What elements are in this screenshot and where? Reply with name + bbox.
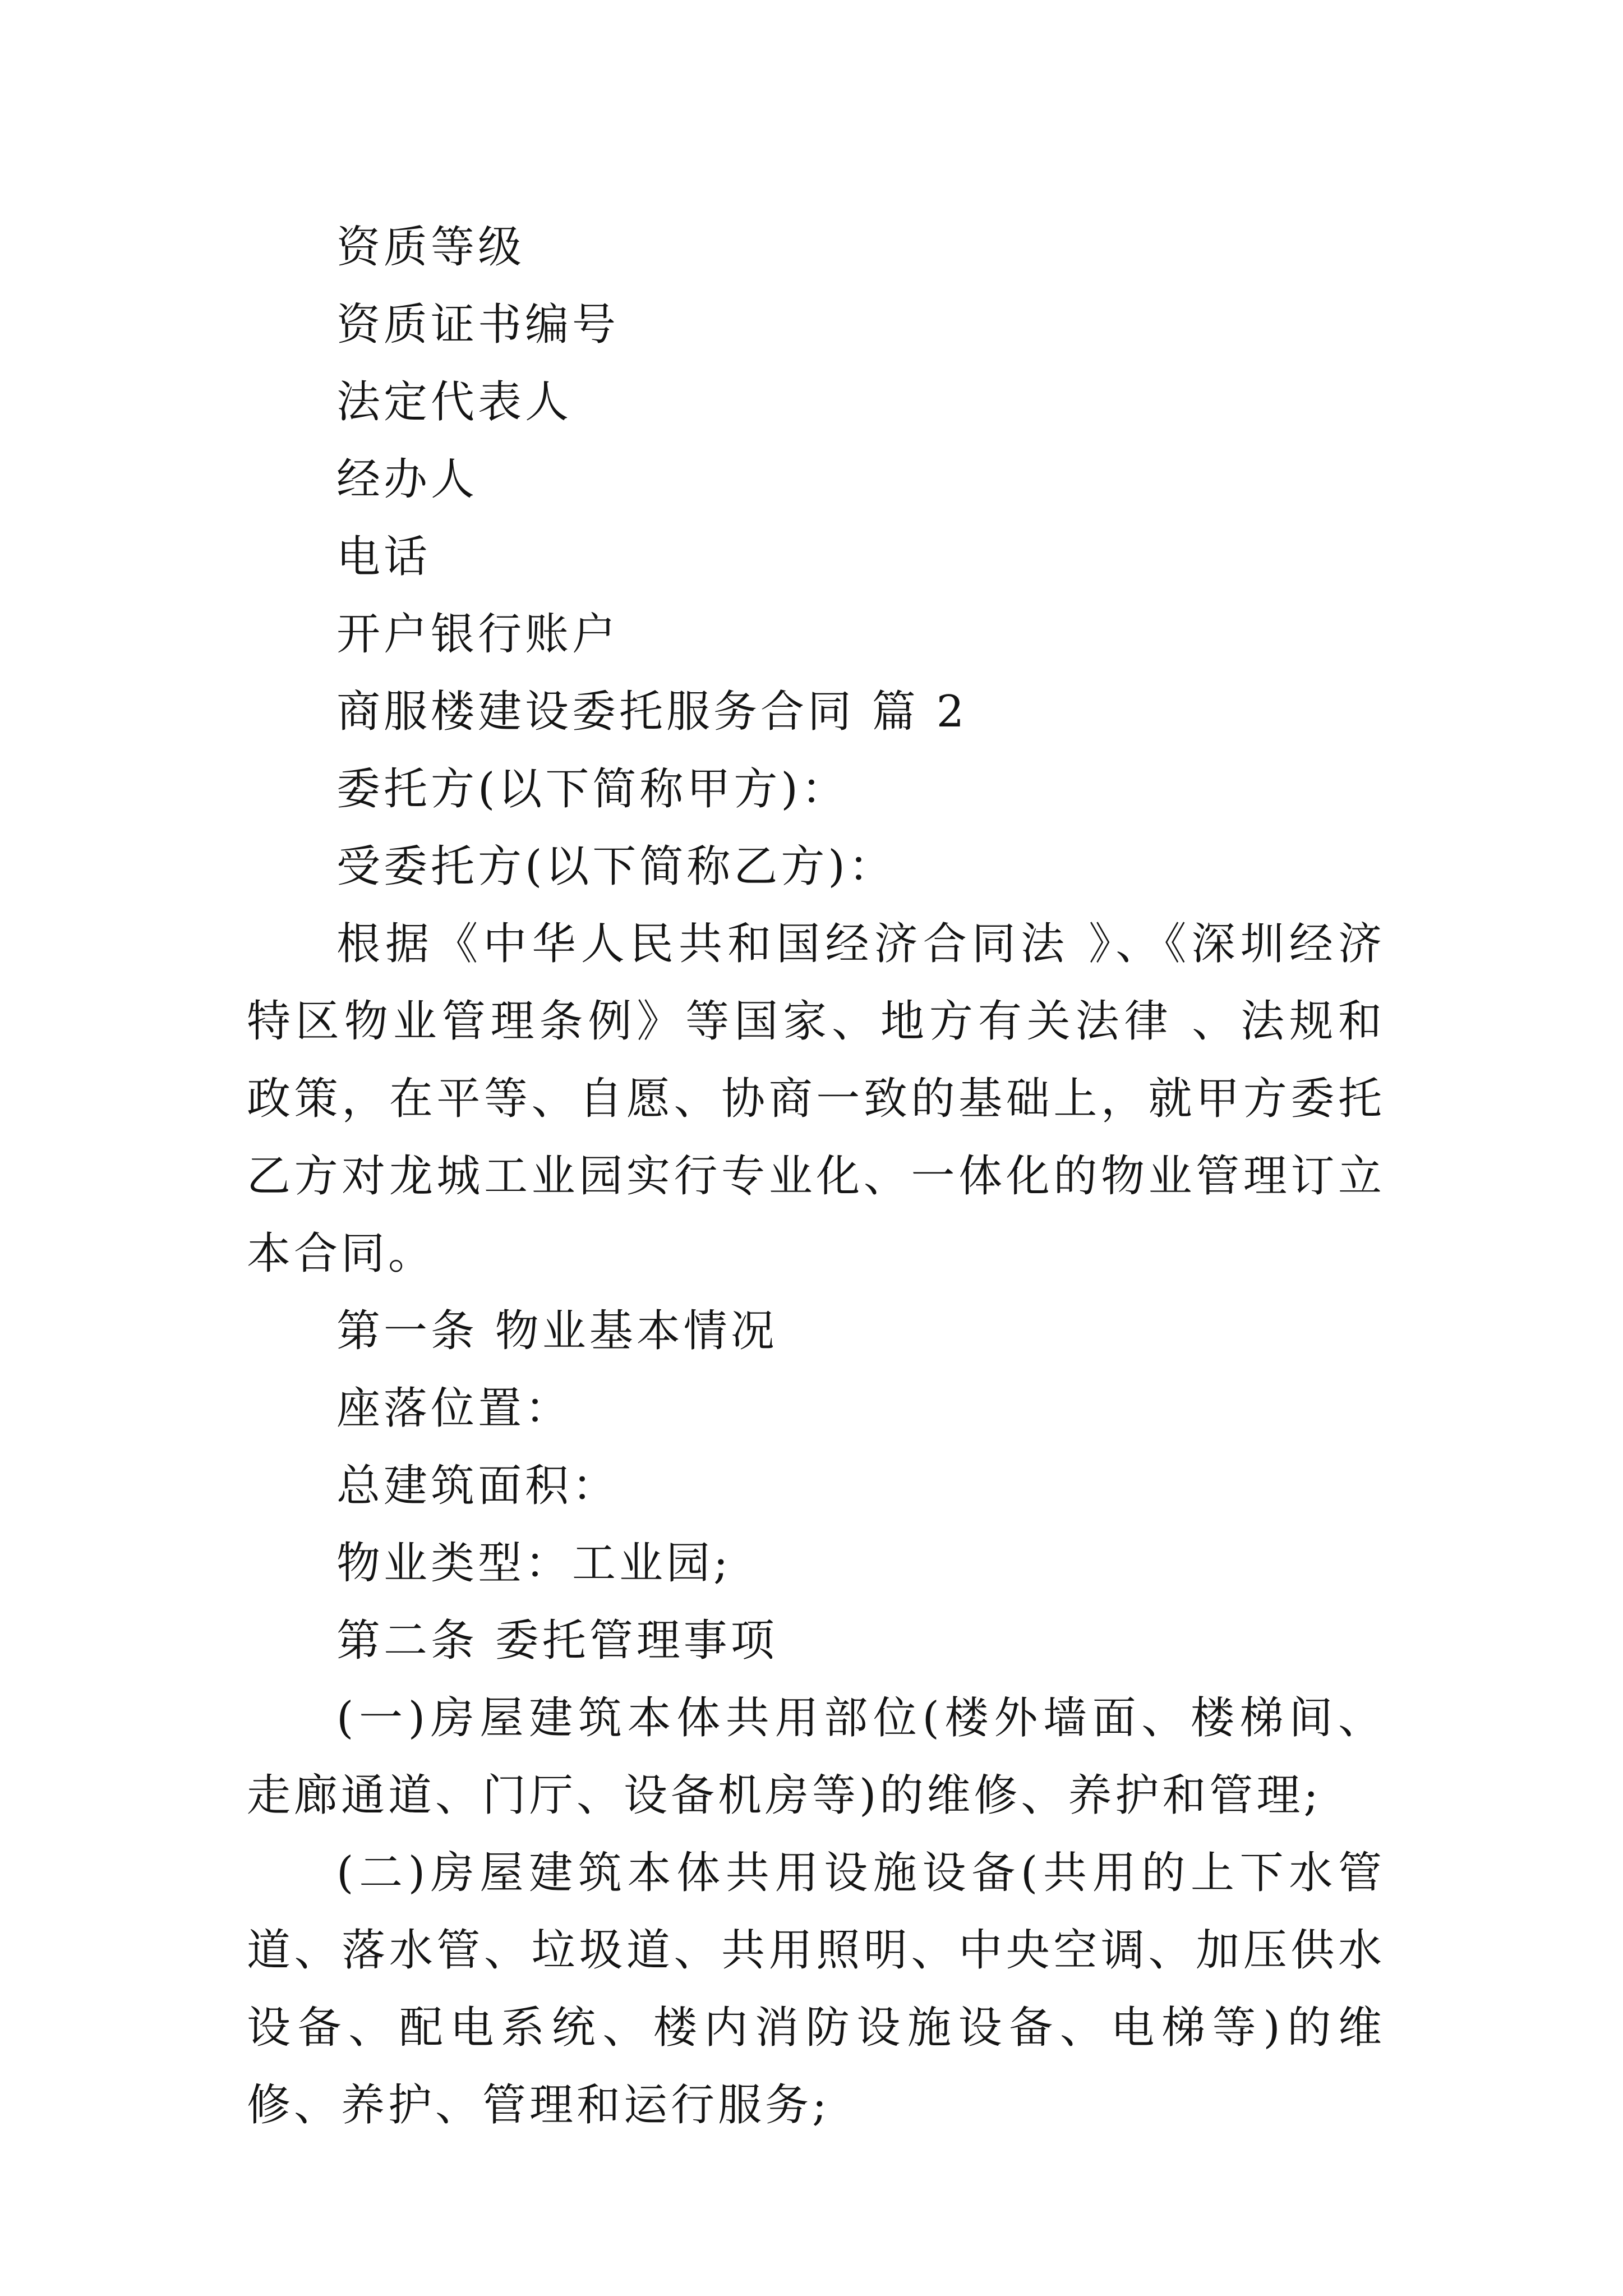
party-a-line: 委托方(以下简称甲方)： bbox=[336, 764, 849, 815]
field-certificate-number: 资质证书编号 bbox=[336, 300, 620, 350]
section-title: 商服楼建设委托服务合同 篇 2 bbox=[336, 687, 968, 737]
field-handler: 经办人 bbox=[336, 454, 478, 505]
party-b-line: 受委托方(以下简称乙方)： bbox=[336, 841, 896, 892]
item-1-paragraph: (一)房屋建筑本体共用部位(楼外墙面、楼梯间、走廊通道、门厅、设备机房等)的维修、养护和管理; bbox=[247, 1693, 1385, 1821]
field-total-area: 总建筑面积： bbox=[336, 1461, 620, 1511]
field-legal-representative: 法定代表人 bbox=[336, 377, 573, 427]
field-property-type: 物业类型：工业园; bbox=[336, 1538, 732, 1589]
article-1-heading: 第一条 物业基本情况 bbox=[336, 1306, 778, 1356]
document-body bbox=[247, 209, 1385, 2144]
article-2-heading: 第二条 委托管理事项 bbox=[336, 1616, 778, 1666]
field-location: 座落位置： bbox=[336, 1383, 573, 1434]
intro-paragraph: 根据《中华人民共和国经济合同法 》、《深圳经济特区物业管理条例》等国家、地方有关法律 、法规和政策，在平等、自愿、协商一致的基础上，就甲方委托乙方对龙城工业园实行专业化、一体化的物业管理订立本合同。 bbox=[247, 919, 1385, 1279]
field-bank-account: 开户银行账户 bbox=[336, 609, 620, 660]
item-2-paragraph: (二)房屋建筑本体共用设施设备(共用的上下水管道、落水管、垃圾道、共用照明、中央空调、加压供水设备、配电系统、楼内消防设施设备、电梯等)的维修、养护、管理和运行服务; bbox=[247, 1848, 1385, 2131]
field-phone: 电话 bbox=[336, 532, 431, 582]
field-qualification-grade: 资质等级 bbox=[336, 222, 525, 273]
